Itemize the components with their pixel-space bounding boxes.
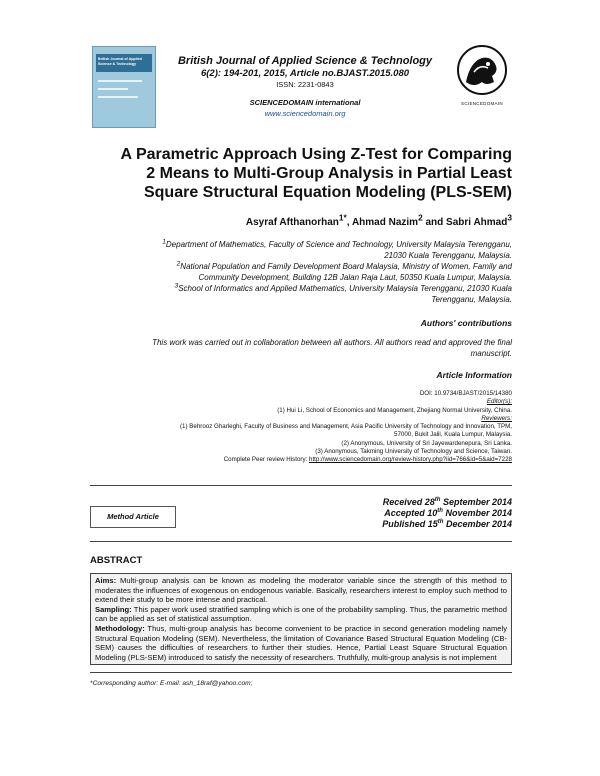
title-line-1: A Parametric Approach Using Z-Test for Comparing [120, 146, 512, 163]
author-1-sup: 1* [338, 212, 347, 223]
accepted-date-sup: th [437, 508, 443, 514]
accepted-date-pre: Accepted 10 [384, 508, 438, 518]
affiliation-2-line1: National Population and Family Development Board Malaysia, Ministry of Women, Family and [180, 262, 512, 271]
author-3: Sabri Ahmad [446, 217, 508, 228]
author-sep-1: , [346, 217, 352, 228]
author-sep-2: and [422, 217, 447, 228]
received-date-sup: th [434, 497, 441, 503]
affiliation-3-sup: 3 [174, 282, 179, 290]
footnote-divider [90, 672, 512, 673]
logo-caption: SCIENCEDOMAIN [461, 101, 503, 106]
received-date [300, 497, 512, 508]
published-date [300, 519, 512, 530]
reviewer-2: (2) Anonymous, University of Sri Jayewardenepura, Sri Lanka. [341, 439, 512, 447]
author-list [90, 212, 512, 228]
author-3-sup: 3 [507, 212, 512, 223]
sampling-label: Sampling: [95, 604, 132, 614]
contributions-heading: Authors' contributions [420, 318, 512, 328]
abstract-heading: ABSTRACT [90, 555, 143, 566]
editor-1: (1) Hui Li, School of Economics and Management, Zhejiang Normal University, China. [277, 406, 512, 414]
abstract-box [90, 573, 512, 665]
affiliation-2-sup: 2 [176, 260, 181, 268]
affiliation-2 [90, 262, 512, 283]
affiliations [90, 240, 512, 306]
affiliation-1-sup: 1 [162, 238, 166, 246]
publication-dates [300, 497, 512, 530]
reviewer-1-line1: (1) Behrooz Gharleghi, Faculty of Business and Management, Asia Pacific University of Technology and Innovation, TPM, [179, 423, 512, 431]
affiliation-1-line2: 21030 Kuala Terengganu, Malaysia. [384, 250, 512, 260]
article-information [90, 390, 512, 465]
affiliation-3-line2: Terengganu, Malaysia. [431, 294, 512, 304]
title-line-3: Square Structural Equation Modeling (PLS-SEM) [143, 184, 512, 201]
cover-title-line1: British Journal of Applied [98, 57, 142, 61]
sampling-text: This paper work used stratified sampling which is one of the probability sampling. Thus, the parametric method can be applied as set of statistical assumption. [95, 604, 507, 624]
author-1: Asyraf Afthanorhan [245, 217, 339, 228]
method-article-badge: Method Article [90, 506, 176, 528]
received-date-pre: Received 28 [382, 497, 435, 507]
published-date-post: December 2014 [443, 519, 512, 529]
title-line-2: 2 Means to Multi-Group Analysis in Partial Least [146, 165, 512, 182]
author-2-sup: 2 [418, 212, 423, 223]
published-date-pre: Published 15 [382, 519, 438, 529]
reviewer-1-line2: 57000, Bukit Jalil, Kuala Lumpur, Malaysia. [394, 431, 512, 439]
volume-line: 6(2): 194-201, 2015, Article no.BJAST.2015.080 [200, 67, 410, 79]
contributions-line2: manuscript. [470, 348, 512, 358]
journal-header [170, 56, 440, 120]
abstract-sampling [95, 605, 507, 624]
review-history-link[interactable]: http://www.sciencedomain.org/review-history.php?iid=766&id=5&aid=7228 [309, 456, 512, 464]
article-info-heading: Article Information [436, 370, 512, 380]
methodology-label: Methodology: [95, 623, 145, 633]
cover-title-line2: Science & Technology [98, 61, 137, 66]
author-2: Ahmad Nazim [351, 217, 419, 228]
cover-decoration [98, 80, 150, 98]
journal-cover-band [96, 54, 152, 72]
affiliation-3 [90, 284, 512, 305]
contributions-text [90, 338, 512, 359]
aims-text: Multi-group analysis can be known as modeling the moderator variable since the strength of this method to moderates the influences of exogenous on endogenous variable. Basically, researchers interest to employ such method to extend their study to be more intense and practical. [95, 576, 507, 605]
reviewers-label: Reviewers: [481, 414, 512, 422]
doi: DOI: 10.9734/BJAST/2015/14380 [419, 390, 512, 397]
corresponding-author-footnote: *Corresponding author: E-mail: ash_18raf@yahoo.com; [90, 680, 253, 687]
review-history [90, 456, 512, 464]
publisher-name: SCIENCEDOMAIN international [249, 97, 361, 107]
paper-title [90, 145, 512, 202]
received-date-post: September 2014 [440, 497, 512, 507]
affiliation-1-line1: Department of Mathematics, Faculty of Science and Technology, University Malaysia Terengganu, [165, 240, 512, 249]
reviewer-3: (3) Anonymous, Takming University of Technology and Science, Taiwan. [315, 448, 512, 456]
publisher-url[interactable]: www.sciencedomain.org [264, 109, 346, 118]
affiliation-2-line2: Community Development, Building 12B Jalan Raja Laut, 50350 Kuala Lumpur, Malaysia. [198, 272, 512, 282]
published-date-sup: th [437, 519, 444, 525]
accepted-date [300, 508, 512, 519]
issn: ISSN: 2231-0843 [276, 80, 334, 89]
contributions-line1: This work was carried out in collaboration between all authors. All authors read and approved the final [152, 338, 512, 347]
divider-bottom [90, 541, 512, 542]
editors-label: Editor(s): [486, 398, 512, 406]
affiliation-3-line1: School of Informatics and Applied Mathematics, University Malaysia Terengganu, 21030 Kuala [178, 284, 512, 293]
aims-label: Aims: [95, 576, 117, 585]
affiliation-1 [90, 240, 512, 261]
journal-name: British Journal of Applied Science & Technology [177, 55, 433, 67]
abstract-aims [95, 576, 507, 605]
accepted-date-post: November 2014 [442, 508, 512, 518]
abstract-methodology [95, 624, 507, 662]
review-history-label: Complete Peer review History: [223, 456, 309, 464]
divider-top [90, 485, 512, 486]
methodology-text: Thus, multi-group analysis has become convenient to be practice in second generation modeling namely Structural Equation Modeling (SEM). Nevertheless, the limitation of Covariance Based Structural Equation Modeling (CB-SEM) causes the difficulties of researchers to further their studies. Hence, Partial Least Square Structural Equation Modeling (PLS-SEM) introduced to satisfy the necessity of researchers. Truthfully, multi-group analysis is not implement [95, 623, 507, 662]
